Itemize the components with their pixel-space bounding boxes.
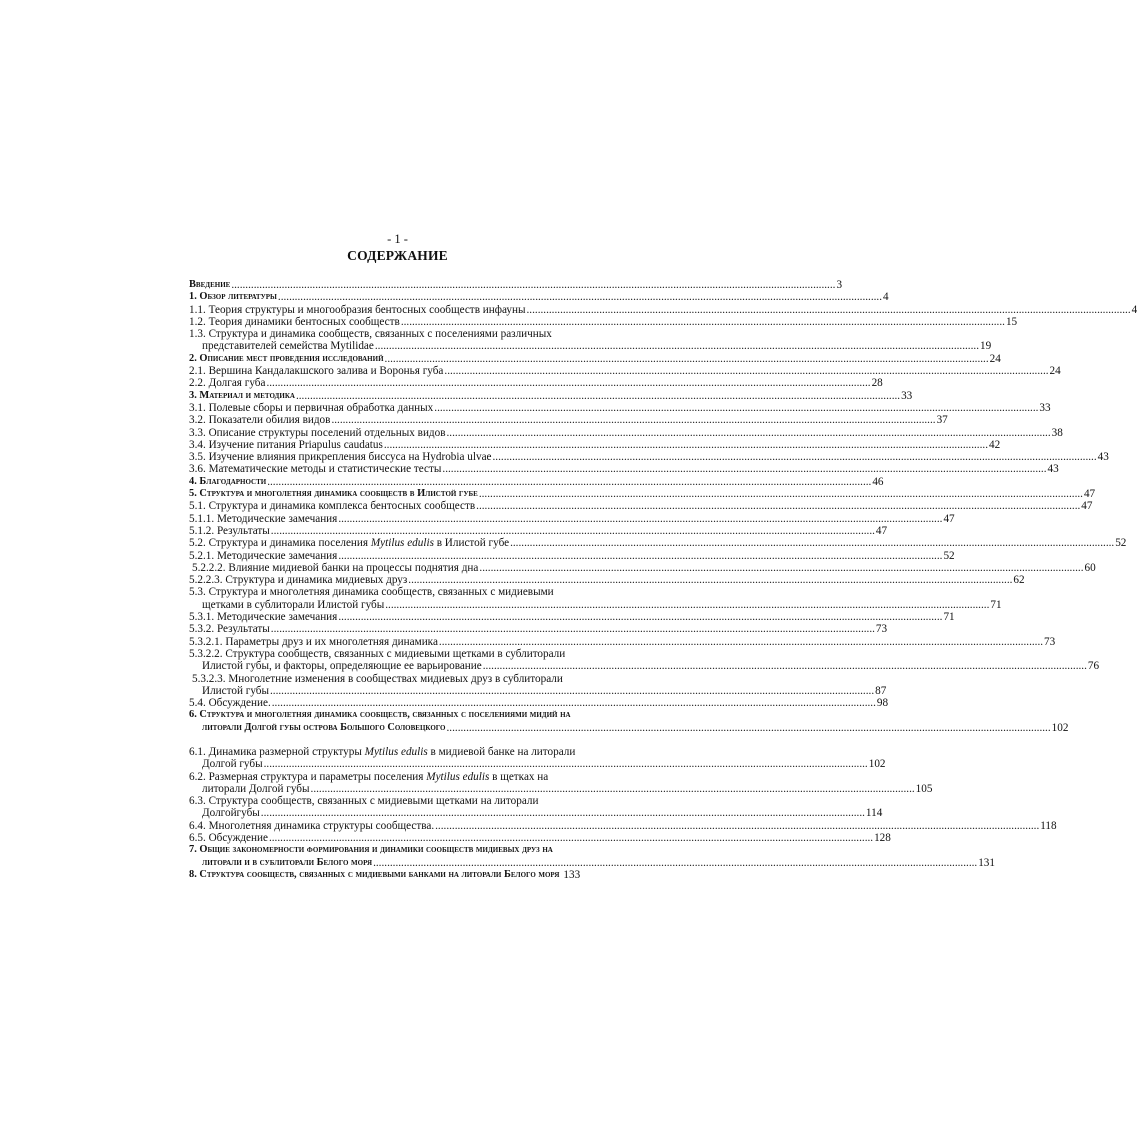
- toc-entry-page: 43: [1097, 451, 1109, 464]
- toc-entry-label: 3.6. Математические методы и статистические тесты: [189, 463, 442, 476]
- toc-entry-label: 5.1.1. Методические замечания: [189, 512, 338, 525]
- toc-entry-page: 47: [1081, 500, 1093, 513]
- toc-entry: [189, 537, 1127, 550]
- toc-entry-label: 3.4. Изучение питания Priapulus caudatus: [189, 438, 383, 451]
- page-number: - 1 -: [387, 232, 408, 246]
- toc-entry-page: 28: [871, 377, 883, 390]
- toc-entry: [189, 512, 955, 525]
- toc-entry-page: 118: [1040, 819, 1057, 832]
- toc-entry: [189, 401, 1051, 414]
- species-name: Mytilus edulis: [364, 745, 428, 758]
- toc-entry: [189, 279, 843, 291]
- toc-entry-page: 47: [1083, 488, 1096, 501]
- toc-entry-line1: 6. Структура и многолетняя динамика сообществ, связанных с поселениями мидий на: [189, 709, 571, 721]
- toc-entry-line1: 6.1. Динамика размерной структуры Mytilus edulis в мидиевой банке на литорали: [189, 745, 576, 758]
- toc-entry: [189, 488, 1096, 501]
- toc-entry-label: 2.1. Вершина Кандалакшского залива и Воронья губа: [189, 365, 444, 378]
- toc-entry-label: 3. Материал и методика: [189, 389, 295, 401]
- toc-entry: [189, 635, 1056, 648]
- toc-entry: [189, 524, 888, 537]
- toc-entry: [189, 315, 1018, 328]
- toc-entry-label: 2.2. Долгая губа: [189, 377, 266, 390]
- toc-entry: [189, 660, 1100, 673]
- toc-entry: [189, 475, 884, 488]
- toc-entry-page: 102: [868, 758, 886, 771]
- toc-entry: [189, 561, 1096, 574]
- toc-entry-label: 5.3.2.1. Параметры друз и их многолетняя динамика: [189, 635, 438, 648]
- toc-entry-label: 5.2.1. Методические замечания: [189, 549, 338, 562]
- toc-entry-page: 24: [989, 352, 1001, 365]
- toc-entry-page: 128: [874, 832, 891, 845]
- toc-entry-label: 6.4. Многолетняя динамика структуры сообщества.: [189, 819, 435, 832]
- toc-entry: [189, 291, 889, 304]
- toc-entry-line1: 7. Общие закономерности формирования и динамики сообществ мидиевых друз на: [189, 844, 553, 856]
- toc-entry-label: литорали Долгой губы: [202, 782, 310, 795]
- toc-entry-label: Илистой губы: [202, 684, 269, 697]
- toc-entry-label: 1.1. Теория структуры и многообразия бентосных сообществ инфауны: [189, 303, 526, 316]
- toc-entry-page: 114: [865, 807, 883, 820]
- toc-entry: [189, 697, 889, 710]
- toc-entry: [189, 426, 1063, 439]
- toc-entry: [189, 832, 891, 845]
- toc-entry-label: 5. Структура и многолетняя динамика сообществ в Илистой губе: [189, 488, 478, 500]
- toc-entry: [189, 389, 913, 402]
- toc-entry-line1: 1.3. Структура и динамика сообществ, связанных с поселениями различных: [189, 328, 552, 341]
- toc-entry-page: 52: [1115, 537, 1127, 550]
- toc-entry: [189, 451, 1109, 464]
- toc-entry: [189, 377, 883, 390]
- toc-entry-page: 76: [1087, 660, 1100, 673]
- toc-entry-page: 52: [943, 549, 955, 562]
- toc-entry-page: 33: [1039, 401, 1051, 414]
- toc-entry-label: 6.5. Обсуждение: [189, 832, 268, 845]
- toc-entry-page: 98: [876, 697, 889, 710]
- toc-entry-page: 19: [979, 340, 992, 353]
- toc-entry: [189, 500, 1093, 513]
- toc-entry-page: 62: [1013, 574, 1025, 587]
- toc-entry-page: 73: [875, 623, 888, 636]
- toc-entry-page: 47: [943, 512, 955, 525]
- toc-entry: [189, 365, 1061, 378]
- toc-entry: [189, 856, 995, 869]
- toc-entry-label: 8. Структура сообществ, связанных с мидиевыми банками на литорали Белого моря: [189, 868, 560, 880]
- toc-entry-label: 4. Благодарности: [189, 475, 267, 487]
- toc-entry: [189, 807, 883, 820]
- toc-entry: [189, 721, 1069, 734]
- toc-entry-line1: 5.3.2.2. Структура сообществ, связанных с мидиевыми щетками в сублиторали: [189, 647, 566, 660]
- toc-entry-label: Введение: [189, 279, 231, 290]
- toc-entry-label: 5.2. Структура и динамика поселения Mytilus edulis в Илистой губе: [189, 537, 510, 550]
- toc-entry-page: 105: [915, 782, 933, 795]
- toc-entry-label: 5.1. Структура и динамика комплекса бентосных сообществ: [189, 500, 476, 513]
- toc-entry-page: 33: [901, 389, 913, 402]
- toc-entry-line1: 5.3. Структура и многолетняя динамика сообществ, связанных с мидиевыми: [189, 586, 554, 599]
- toc-entry-page: 47: [875, 524, 888, 537]
- toc-entry-label: 5.2.2.3. Структура и динамика мидиевых друз: [189, 574, 408, 587]
- toc-entry: [189, 414, 948, 427]
- toc-entry-page: 71: [943, 611, 955, 624]
- toc-entry: [189, 758, 886, 771]
- toc-entry: [189, 463, 1059, 476]
- toc-entry: [189, 611, 955, 624]
- toc-entry-page: 71: [990, 598, 1002, 611]
- toc-entry-label: 1. Обзор литературы: [189, 291, 277, 303]
- toc-entry-page: 60: [1084, 561, 1096, 574]
- toc-entry-label: литорали и в сублиторали Белого моря: [202, 856, 373, 868]
- toc-entry-line1: 6.2. Размерная структура и параметры поселения Mytilus edulis в щетках на: [189, 770, 549, 783]
- toc-entry-page: 43: [1047, 463, 1059, 476]
- toc-entry: [189, 782, 933, 795]
- toc-entry-label: 3.3. Описание структуры поселений отдельных видов: [189, 426, 446, 439]
- toc-entry-label: литорали Долгой губы острова Большого Соловецкого: [202, 721, 446, 733]
- toc-entry-label: щетками в сублиторали Илистой губы: [202, 598, 385, 611]
- toc-entry-page: 46: [872, 475, 884, 488]
- toc-entry-page: 42: [988, 438, 1001, 451]
- toc-entry-page: 87: [875, 684, 887, 697]
- toc-entry-page: 15: [1005, 315, 1018, 328]
- toc-entry: [189, 623, 888, 636]
- toc-entry-label: Долгой губы: [202, 758, 263, 771]
- toc-entry-label: 5.4. Обсуждение.: [189, 697, 271, 710]
- toc-entry-page: 131: [978, 856, 995, 869]
- toc-entry-page: 3: [836, 279, 843, 291]
- toc-entry: [189, 303, 1137, 316]
- toc-entry-page: 133: [563, 868, 581, 881]
- toc-entry-label: 5.2.2.2. Влияние мидиевой банки на процессы поднятия дна: [192, 561, 479, 574]
- toc-entry-page: 38: [1051, 426, 1063, 439]
- toc-entry: [189, 574, 1025, 587]
- toc-entry-label: 2. Описание мест проведения исследований: [189, 352, 384, 364]
- toc-entry: [189, 549, 955, 562]
- toc-entry: [189, 684, 887, 697]
- toc-entry-label: 5.3.2. Результаты: [189, 623, 270, 636]
- page-title: СОДЕРЖАНИЕ: [347, 248, 448, 263]
- toc-entry-page: 24: [1049, 365, 1061, 378]
- toc-entry-label: 3.2. Показатели обилия видов: [189, 414, 331, 427]
- toc-entry-label: Илистой губы, и факторы, определяющие ее варьирование: [202, 660, 482, 673]
- toc-entry: [189, 869, 635, 881]
- toc-entry-label: Долгойгубы: [202, 807, 260, 820]
- toc-entry: [189, 819, 1057, 832]
- toc-entry-label: представителей семейства Mytilidae: [202, 340, 374, 353]
- toc-entry-label: 3.1. Полевые сборы и первичная обработка данных: [189, 401, 434, 414]
- toc-entry: [189, 352, 1001, 365]
- toc-entry-label: 5.3.1. Методические замечания: [189, 611, 338, 624]
- species-name: Mytilus edulis: [426, 770, 490, 783]
- toc-entry-line1: 5.3.2.3. Многолетние изменения в сообществах мидиевых друз в сублиторали: [192, 672, 563, 685]
- toc-entry: [189, 438, 1001, 451]
- toc-entry-label: 1.2. Теория динамики бентосных сообществ: [189, 315, 400, 328]
- toc-entry-page: 4: [1131, 303, 1137, 316]
- toc-entry: [189, 598, 1002, 611]
- toc-entry-page: 4: [883, 291, 889, 304]
- toc-entry-page: 73: [1044, 635, 1056, 648]
- species-name: Mytilus edulis: [370, 537, 434, 550]
- toc-entry: [189, 340, 992, 353]
- toc-entry-page: 37: [936, 414, 948, 427]
- toc-entry-label: 5.1.2. Результаты: [189, 524, 270, 537]
- table-of-contents: [189, 279, 1137, 881]
- toc-entry-page: 102: [1051, 721, 1069, 734]
- toc-entry-label: 3.5. Изучение влияния прикрепления биссуса на Hydrobia ulvae: [189, 451, 492, 464]
- toc-entry-line1: 6.3. Структура сообществ, связанных с мидиевыми щетками на литорали: [189, 795, 539, 808]
